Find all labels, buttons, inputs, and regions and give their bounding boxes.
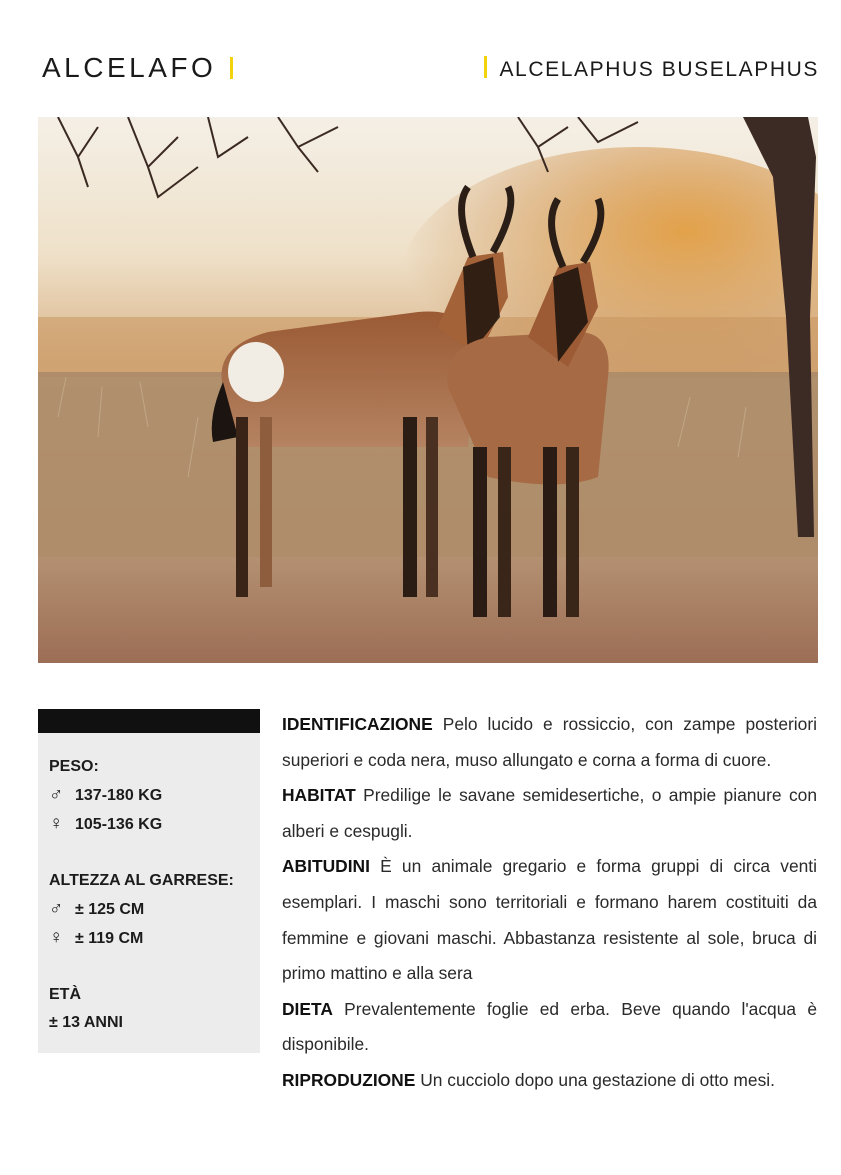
section-title: RIPRODUZIONE xyxy=(282,1069,416,1090)
section-habitat xyxy=(282,778,817,849)
weight-female xyxy=(49,810,260,839)
section-text: Pelo lucido e rossiccio, con zampe posteriori superiori e coda nera, muso allungato e corna a forma di cuore. xyxy=(282,714,817,770)
scientific-name-title xyxy=(484,56,819,82)
common-name-text: ALCELAFO xyxy=(42,52,217,83)
height-male-value: ± 125 CM xyxy=(75,901,145,918)
section-diet xyxy=(282,992,817,1063)
weight-male xyxy=(49,781,260,810)
section-reproduction xyxy=(282,1063,817,1099)
weight-female-value: 105-136 KG xyxy=(75,816,163,833)
section-title: IDENTIFICAZIONE xyxy=(282,714,433,734)
animal-photo xyxy=(38,117,818,663)
female-symbol-icon: ♀ xyxy=(49,927,64,948)
age-label: ETÀ xyxy=(49,986,81,1003)
section-title: ABITUDINI xyxy=(282,856,370,877)
male-symbol-icon: ♂ xyxy=(49,898,64,919)
weight-male-value: 137-180 KG xyxy=(75,787,163,804)
section-title: DIETA xyxy=(282,998,333,1019)
facts-panel xyxy=(38,733,260,1053)
section-text: Un cucciolo dopo una gestazione di otto mesi. xyxy=(420,1069,775,1090)
weight-label: PESO: xyxy=(49,758,99,775)
section-identification xyxy=(282,707,817,778)
age-value: ± 13 ANNI xyxy=(49,1014,123,1031)
accent-bar xyxy=(230,57,233,79)
hartebeest-illustration xyxy=(38,117,818,663)
female-symbol-icon: ♀ xyxy=(49,813,64,834)
common-name-title xyxy=(42,52,233,84)
height-female-value: ± 119 CM xyxy=(75,930,144,947)
section-text: Prevalentemente foglie ed erba. Beve quando l'acqua è disponibile. xyxy=(282,998,817,1055)
height-male xyxy=(49,895,260,924)
height-label: ALTEZZA AL GARRESE: xyxy=(49,872,234,889)
page-header xyxy=(42,52,819,92)
section-habits xyxy=(282,849,817,991)
height-female xyxy=(49,924,260,953)
scientific-name-text: ALCELAPHUS BUSELAPHUS xyxy=(499,58,819,81)
facts-panel-header xyxy=(38,709,260,733)
section-title: HABITAT xyxy=(282,785,356,806)
section-text: È un animale gregario e forma gruppi di circa venti esemplari. I maschi sono territoriali e formano harem costituiti da femmine e giovani maschi. Abbastanza resistente al sole, bruca di primo mattino e alla sera xyxy=(282,856,817,984)
section-text: Predilige le savane semidesertiche, o ampie pianure con alberi e cespugli. xyxy=(282,785,817,841)
male-symbol-icon: ♂ xyxy=(49,784,64,805)
description xyxy=(282,707,817,1099)
accent-bar xyxy=(484,56,487,78)
